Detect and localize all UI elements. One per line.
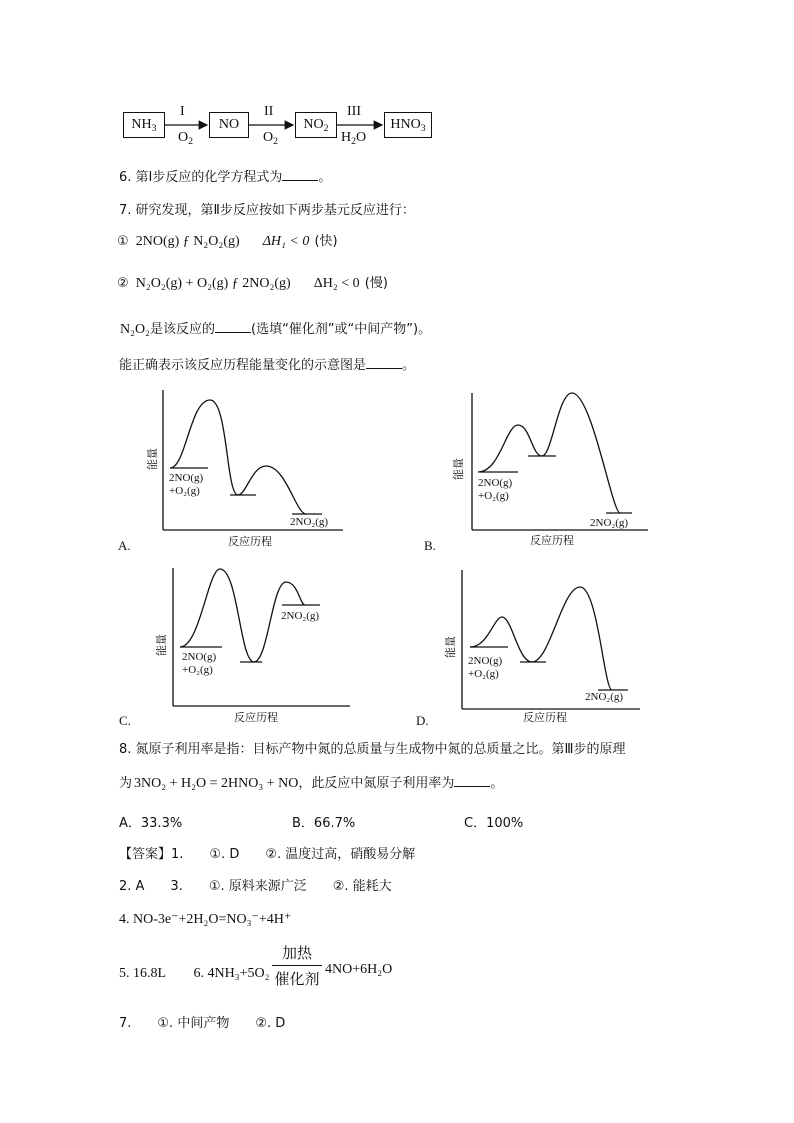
step-1-roman: I bbox=[180, 104, 185, 119]
q8-choice-c: C．100% bbox=[464, 816, 524, 831]
reaction-1-speed: (快) bbox=[314, 234, 338, 249]
box-no: NO bbox=[209, 112, 249, 138]
q7-part2-text: 能正确表示该反应历程能量变化的示意图是 bbox=[119, 358, 367, 373]
diagram-a-ylabel: 能量 bbox=[146, 448, 159, 470]
diagram-d-xlabel: 反应历程 bbox=[523, 711, 567, 724]
answer-line-2: 2. A 3. ①. 原料来源广泛 ②. 能耗大 bbox=[119, 879, 392, 894]
diagram-b-product: 2NO₂(g) bbox=[590, 517, 629, 529]
option-d-label: D. bbox=[416, 713, 429, 728]
diagram-b-reactant-2: +O₂(g) bbox=[478, 490, 509, 502]
reaction-1-number: ① bbox=[117, 234, 129, 249]
diagram-c-ylabel: 能量 bbox=[155, 634, 168, 656]
answer-line-5 bbox=[119, 962, 270, 982]
diagram-d-reactant-2: +O₂(g) bbox=[468, 668, 499, 680]
diagram-a-reactant-1: 2NO(g) bbox=[169, 472, 204, 484]
diagram-b-reactant-1: 2NO(g) bbox=[478, 477, 513, 489]
q8-prefix: 为 bbox=[119, 776, 133, 791]
nitrate-ion: NO₃⁻ bbox=[226, 912, 259, 927]
a5-text: 5. 16.8L 6. 4NH₃+5O₂ bbox=[119, 966, 270, 981]
condition-heat: 加热 bbox=[281, 944, 312, 962]
reaction-2-equation: N₂O₂(g) + O₂(g) ƒ 2NO₂(g) bbox=[135, 276, 291, 291]
diagram-d-ylabel: 能量 bbox=[444, 636, 457, 658]
a4-suffix: +4H⁺ bbox=[258, 912, 292, 927]
diagram-c-reactant-1: 2NO(g) bbox=[182, 651, 217, 663]
diagram-c bbox=[173, 568, 350, 706]
step-1-reagent: $O_2$ bbox=[178, 130, 194, 147]
box-hno3: $HNO_3$ bbox=[384, 112, 432, 138]
q7-part2-end: 。 bbox=[402, 358, 416, 373]
question-8-line-2 bbox=[119, 772, 503, 792]
condition-line bbox=[272, 965, 322, 966]
answer-line-7: 7. ①. 中间产物 ②. D bbox=[119, 1016, 286, 1031]
diagram-a-xlabel: 反应历程 bbox=[228, 535, 272, 548]
q8-text: ，此反应中氮原子利用率为 bbox=[298, 776, 455, 791]
q8-end: 。 bbox=[490, 776, 504, 791]
diagram-c-product: 2NO₂(g) bbox=[281, 610, 320, 622]
option-a-label: A. bbox=[118, 538, 131, 553]
diagram-b-xlabel: 反应历程 bbox=[530, 534, 574, 547]
condition-catalyst: 催化剂 bbox=[274, 970, 320, 988]
step-2-roman: II bbox=[264, 104, 274, 119]
q7-part1-hint: (选填“催化剂”或“中间产物”)。 bbox=[251, 322, 432, 337]
diagram-a bbox=[163, 390, 343, 530]
step-3-reagent: $H_2O$ bbox=[341, 130, 367, 147]
option-b-label: B. bbox=[424, 538, 436, 553]
step-2-reagent: $O_2$ bbox=[263, 130, 279, 147]
a6-products: 4NO+6H₂O bbox=[325, 962, 393, 977]
q8-choice-a: A．33.3% bbox=[119, 816, 183, 831]
diagram-d-reactant-1: 2NO(g) bbox=[468, 655, 503, 667]
diagram-b bbox=[472, 393, 648, 530]
reaction-2-number: ② bbox=[117, 276, 129, 291]
answer-line-4 bbox=[119, 908, 291, 928]
reaction-1-enthalpy: ΔH₁ < 0 bbox=[262, 234, 310, 249]
diagram-d-product: 2NO₂(g) bbox=[585, 691, 624, 703]
a4-prefix: 4. NO-3e⁻+2H₂O= bbox=[119, 912, 227, 927]
reaction-2-speed: (慢) bbox=[364, 276, 388, 291]
q6-end: 。 bbox=[318, 170, 332, 185]
question-7-intro: 7. 研究发现，第Ⅱ步反应按如下两步基元反应进行： bbox=[119, 203, 415, 218]
option-c-label: C. bbox=[119, 713, 131, 728]
diagram-d bbox=[462, 570, 640, 709]
answer-line-1: 【答案】1. ①. D ②. 温度过高，硝酸易分解 bbox=[119, 847, 416, 862]
diagram-c-reactant-2: +O₂(g) bbox=[182, 664, 213, 676]
box-nh3: $NH_3$ bbox=[123, 112, 165, 138]
reaction-1-equation: 2NO(g) ƒ N₂O₂(g) bbox=[135, 234, 240, 249]
q8-equation: 3NO₂ + H₂O = 2HNO₃ + NO bbox=[134, 776, 299, 791]
box-no2: $NO_2$ bbox=[295, 112, 337, 138]
q7-part1-text: 是该反应的 bbox=[149, 322, 215, 337]
q6-text: 6. 第Ⅰ步反应的化学方程式为 bbox=[119, 170, 283, 185]
reaction-condition bbox=[272, 942, 322, 989]
reaction-2-enthalpy: ΔH₂ < 0 bbox=[313, 276, 360, 291]
diagram-a-reactant-2: +O₂(g) bbox=[169, 485, 200, 497]
q8-choice-b: B．66.7% bbox=[292, 816, 356, 831]
n2o2-formula: N₂O₂ bbox=[120, 322, 150, 337]
step-3-roman: III bbox=[347, 104, 361, 119]
question-8-line-1: 8. 氮原子利用率是指：目标产物中氮的总质量与生成物中氮的总质量之比。第Ⅲ步的原理 bbox=[119, 742, 626, 757]
diagram-c-xlabel: 反应历程 bbox=[234, 711, 278, 724]
diagram-a-product: 2NO₂(g) bbox=[290, 516, 329, 528]
diagram-b-ylabel: 能量 bbox=[452, 458, 465, 480]
answer-blank bbox=[454, 774, 490, 787]
